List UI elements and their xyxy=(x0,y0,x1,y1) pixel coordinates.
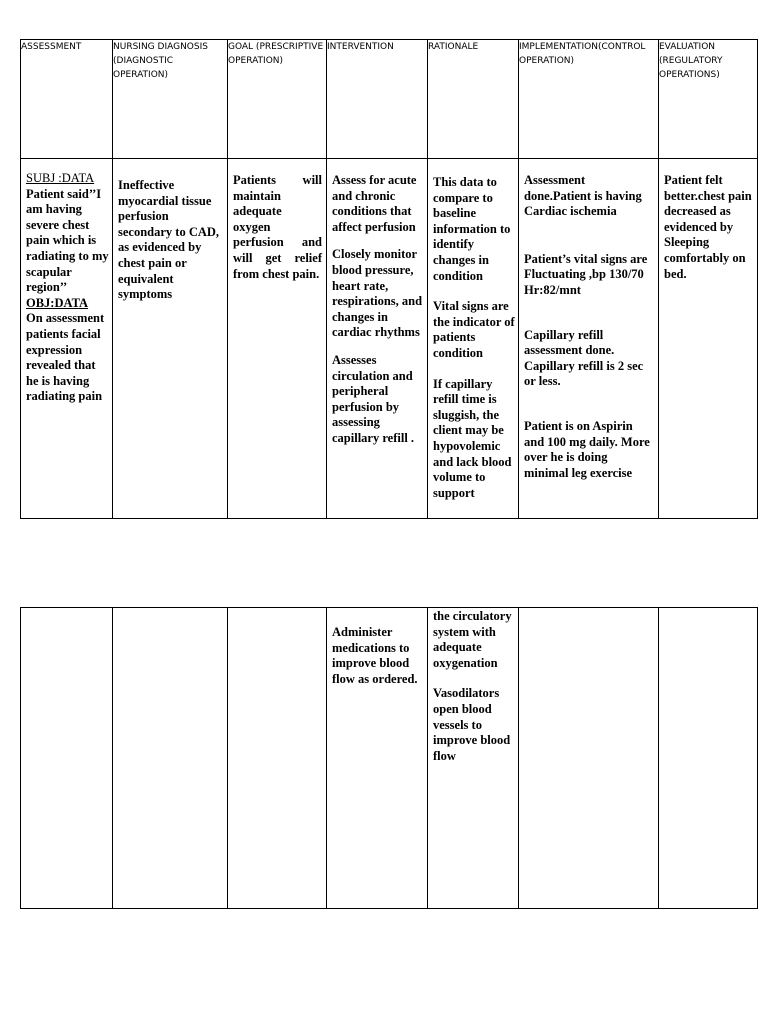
evaluation-cell-2 xyxy=(659,608,758,909)
header-row xyxy=(21,40,758,159)
content-row-2 xyxy=(21,608,758,909)
intervention-item: Administer medications to improve blood flow as ordered. xyxy=(332,625,418,686)
header-goal: GOAL (PRESCRIPTIVE OPERATION) xyxy=(228,40,327,159)
implementation-cell-2 xyxy=(519,608,659,909)
content-row-1 xyxy=(21,159,758,519)
intervention-item: Assess for acute and chronic conditions that affect perfusion xyxy=(332,173,417,234)
goal-cell xyxy=(228,159,327,519)
evaluation-cell xyxy=(659,159,758,519)
care-plan-table-bottom xyxy=(20,607,758,909)
rationale-cell xyxy=(428,159,519,519)
header-evaluation: EVALUATION (REGULATORY OPERATIONS) xyxy=(659,40,758,159)
nursing-diagnosis-cell xyxy=(113,159,228,519)
care-plan-table-top xyxy=(20,39,758,519)
header-nursing-diagnosis: NURSING DIAGNOSIS (DIAGNOSTIC OPERATION) xyxy=(113,40,228,159)
goal-cell-2 xyxy=(228,608,327,909)
obj-data-label: OBJ:DATA xyxy=(26,295,89,310)
assessment-cell xyxy=(21,159,113,519)
intervention-cell xyxy=(327,159,428,519)
obj-data-text: On assessment patients facial expression revealed that he is having radiating pain xyxy=(26,311,105,404)
header-implementation: IMPLEMENTATION(CONTROL OPERATION) xyxy=(519,40,659,159)
goal-text: Patients will maintain adequate oxygen perfusion and will get relief from chest pain. xyxy=(233,173,322,281)
rationale-item: the circulatory system with adequate oxygenation xyxy=(433,609,512,670)
implementation-item: Patient is on Aspirin and 100 mg daily. More over he is doing minimal leg exercise xyxy=(524,418,650,480)
subj-data-label: SUBJ :DATA xyxy=(26,171,95,185)
header-intervention: INTERVENTION xyxy=(327,40,428,159)
intervention-cell-2 xyxy=(327,608,428,909)
rationale-item: If capillary refill time is sluggish, the client may be hypovolemic and lack blood volume to support xyxy=(433,376,512,500)
implementation-item: Patient’s vital signs are Fluctuating ,bp 130/70 Hr:82/mnt xyxy=(524,251,648,297)
rationale-cell-2 xyxy=(428,608,519,909)
implementation-item: Assessment done.Patient is having Cardiac ischemia xyxy=(524,173,642,219)
evaluation-text: Patient felt better.chest pain decreased as evidenced by Sleeping comfortably on bed. xyxy=(664,173,752,281)
intervention-item: Assesses circulation and peripheral perfusion by assessing capillary refill . xyxy=(332,352,415,445)
implementation-cell xyxy=(519,159,659,519)
rationale-item: Vasodilators open blood vessels to improve blood flow xyxy=(433,686,511,763)
nursing-diagnosis-cell-2 xyxy=(113,608,228,909)
assessment-cell-2 xyxy=(21,608,113,909)
nursing-diagnosis-text: Ineffective myocardial tissue perfusion secondary to CAD, as evidenced by chest pain or equivalent symptoms xyxy=(118,178,220,302)
header-rationale: RATIONALE xyxy=(428,40,519,159)
rationale-item: Vital signs are the indicator of patients condition xyxy=(433,299,515,360)
header-assessment: ASSESSMENT xyxy=(21,40,113,159)
implementation-item: Capillary refill assessment done. Capillary refill is 2 sec or less. xyxy=(524,327,644,389)
subj-data-text: Patient said’’I am having severe chest pain which is radiating to my scapular region’’ xyxy=(26,186,109,295)
intervention-item: Closely monitor blood pressure, heart rate, respirations, and changes in cardiac rhythms xyxy=(332,247,423,340)
rationale-item: This data to compare to baseline information to identify changes in condition xyxy=(433,175,511,283)
